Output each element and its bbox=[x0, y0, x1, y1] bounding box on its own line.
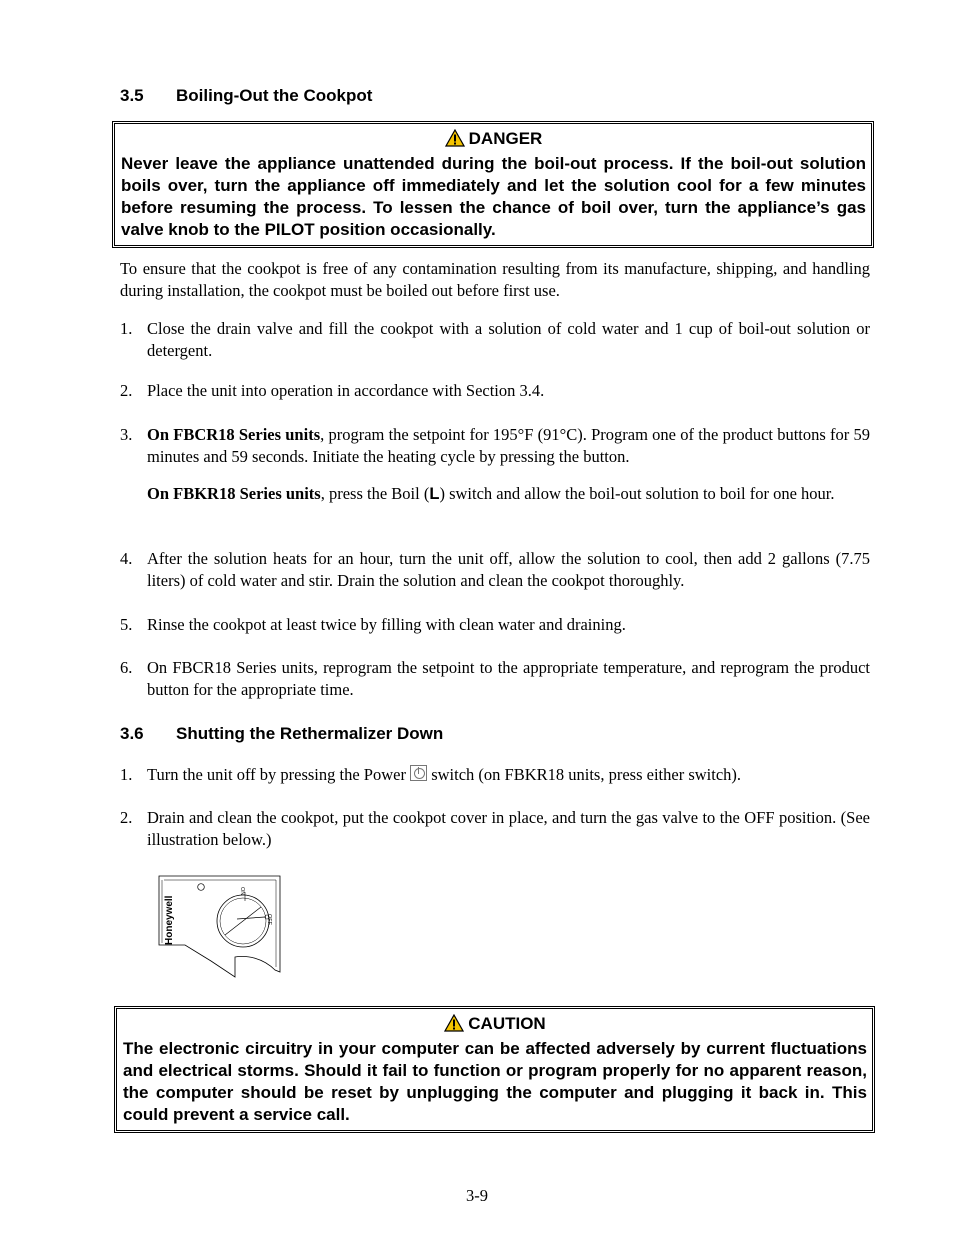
caution-title: CAUTION bbox=[468, 1014, 546, 1033]
valve-on-label: ON bbox=[239, 887, 245, 896]
step-3 bbox=[120, 424, 870, 468]
step-body-b: switch (on FBKR18 units, press either switch). bbox=[427, 765, 742, 784]
caution-box bbox=[114, 1006, 875, 1133]
section-heading-3-6 bbox=[120, 724, 443, 744]
step-number: 6. bbox=[120, 658, 133, 677]
section-number: 3.6 bbox=[120, 724, 144, 743]
step-number: 5. bbox=[120, 615, 133, 634]
step-2 bbox=[120, 380, 870, 402]
step-4 bbox=[120, 548, 870, 592]
section-title: Boiling-Out the Cookpot bbox=[176, 86, 373, 105]
step-lead: On FBKR18 Series units bbox=[147, 484, 321, 503]
gas-valve-illustration bbox=[155, 873, 285, 981]
shutdown-step-1 bbox=[120, 764, 870, 786]
section-title: Shutting the Rethermalizer Down bbox=[176, 724, 444, 743]
step-text bbox=[147, 424, 870, 468]
danger-title-row bbox=[121, 128, 866, 153]
step-number: 4. bbox=[120, 549, 133, 568]
step-5 bbox=[120, 614, 870, 636]
step-text: Close the drain valve and fill the cookpot with a solution of cold water and 1 cup of boil-out solution or detergent. bbox=[147, 319, 870, 360]
step-number: 1. bbox=[120, 319, 133, 338]
step-text bbox=[147, 764, 870, 786]
step-body-b: ) switch and allow the boil-out solution to boil for one hour. bbox=[439, 484, 835, 503]
danger-text: Never leave the appliance unattended during the boil-out process. If the boil-out solution boils over, turn the appliance off immediately and let the solution cool for a few minutes before resuming the process. To lessen the chance of boil over, turn the appliance’s gas valve knob to the PILOT position occasionally. bbox=[121, 154, 866, 239]
step-body: , program the setpoint for 195°F (91°C). Program one of the product buttons for 59 minutes and 59 seconds. Initiate the heating cycle by pressing the button. bbox=[147, 425, 870, 466]
step-number: 2. bbox=[120, 808, 133, 827]
step-1 bbox=[120, 318, 870, 362]
danger-box bbox=[112, 121, 874, 248]
section-heading-3-5 bbox=[120, 86, 372, 106]
step-6 bbox=[120, 657, 870, 701]
power-icon bbox=[410, 765, 427, 781]
step-text: After the solution heats for an hour, turn the unit off, allow the solution to cool, then add 2 gallons (7.75 liters) of cold water and stir. Drain the solution and clean the cookpot thoroughly. bbox=[147, 549, 870, 590]
step-text: Rinse the cookpot at least twice by filling with clean water and draining. bbox=[147, 615, 626, 634]
step-text: Place the unit into operation in accordance with Section 3.4. bbox=[147, 381, 545, 400]
caution-title-row bbox=[123, 1013, 867, 1038]
valve-off-label: OFF bbox=[266, 914, 272, 925]
step-text: Drain and clean the cookpot, put the cookpot cover in place, and turn the gas valve to the OFF position. (See illustration below.) bbox=[147, 808, 870, 849]
danger-title: DANGER bbox=[468, 129, 543, 148]
caution-text: The electronic circuitry in your computer can be affected adversely by current fluctuations and electrical storms. Should it fail to function or program properly for no apparent reason, the computer should be reset by unplugging the computer and plugging it back in. This could prevent a service call. bbox=[123, 1039, 867, 1124]
page-number: 3-9 bbox=[466, 1186, 488, 1205]
warning-triangle-icon bbox=[445, 129, 465, 153]
step-3-fbkr bbox=[120, 483, 870, 505]
shutdown-step-2 bbox=[120, 807, 870, 851]
section-number: 3.5 bbox=[120, 86, 144, 105]
step-lead: On FBCR18 Series units bbox=[147, 425, 321, 444]
warning-triangle-icon bbox=[444, 1014, 464, 1038]
valve-brand: Honeywell bbox=[164, 895, 175, 945]
step-number: 1. bbox=[120, 765, 133, 784]
step-body-a: , press the Boil ( bbox=[320, 484, 430, 503]
step-text: On FBCR18 Series units, reprogram the setpoint to the appropriate temperature, and reprogram the product button for the appropriate time. bbox=[147, 658, 870, 699]
step-number: 2. bbox=[120, 381, 133, 400]
step-text bbox=[147, 483, 870, 505]
gas-valve-drawing bbox=[155, 873, 285, 981]
boil-key-label: L bbox=[429, 485, 440, 503]
step-number: 3. bbox=[120, 425, 133, 444]
step-body-a: Turn the unit off by pressing the Power bbox=[147, 765, 411, 784]
intro-paragraph: To ensure that the cookpot is free of any contamination resulting from its manufacture, shipping, and handling during installation, the cookpot must be boiled out before first use. bbox=[120, 259, 870, 300]
